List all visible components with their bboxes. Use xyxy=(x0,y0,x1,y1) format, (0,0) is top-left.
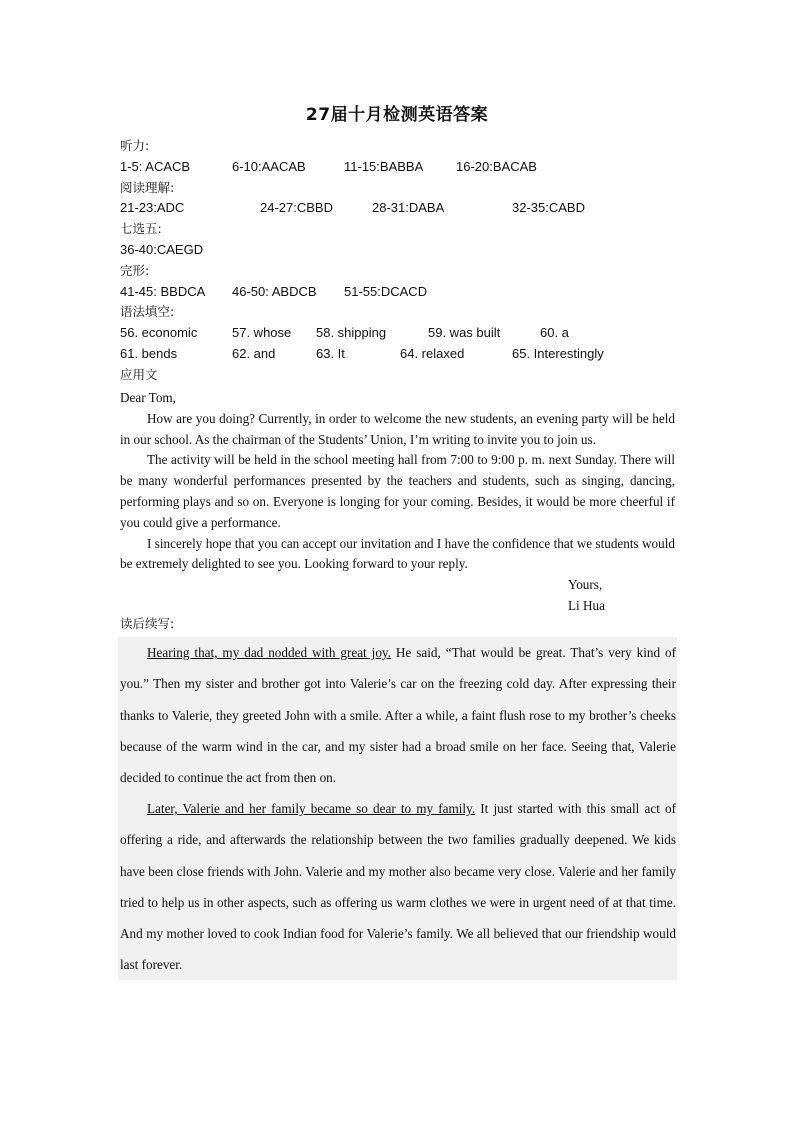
answer-group: 46-50: ABDCB xyxy=(232,283,317,299)
continuation-heading: 读后续写: xyxy=(120,616,175,631)
continuation-paragraph-1 xyxy=(118,637,677,793)
grammar-answer: 62. and xyxy=(232,345,276,361)
continuation-paragraph-2 xyxy=(118,793,677,980)
answer-group: 28-31:DABA xyxy=(372,200,445,216)
grammar-answer: 59. was built xyxy=(428,325,501,341)
reading-heading: 阅读理解: xyxy=(120,179,175,195)
seven-choice-answers xyxy=(120,240,700,261)
grammar-answer: 64. relaxed xyxy=(400,345,465,361)
listening-answers xyxy=(120,157,700,178)
answer-group: 16-20:BACAB xyxy=(456,158,537,174)
letter-paragraph: How are you doing? Currently, in order to welcome the new students, an evening party will be held in our school. As the chairman of the Students’ Union, I’m writing to invite you to join us. xyxy=(120,410,675,447)
grammar-answers-row-2 xyxy=(120,344,700,365)
grammar-answers-row-1 xyxy=(120,323,700,344)
answer-group: 1-5: ACACB xyxy=(120,158,191,174)
letter-closing: Yours, xyxy=(568,577,603,592)
answer-group: 21-23:ADC xyxy=(120,200,185,216)
grammar-heading: 语法填空: xyxy=(120,304,175,320)
grammar-answer: 58. shipping xyxy=(316,325,387,341)
cloze-answers xyxy=(120,282,700,303)
letter-signature: Li Hua xyxy=(568,598,605,613)
paragraph-body: He said, “That would be great. That’s very kind of you.” Then my sister and brother got into Valerie’s car on the freezing cold day. After expressing their thanks to Valerie, they greeted John with a smile. After a while, a faint flush rose to my brother’s cheeks because of the warm wind in the car, and my sister had a broad smile on her face. Seeing that, Valerie decided to continue the act from then on. xyxy=(120,645,676,786)
letter-salutation: Dear Tom, xyxy=(120,390,176,405)
paragraph-lead-sentence: Later, Valerie and her family became so dear to my family. xyxy=(147,801,476,816)
continuation-text xyxy=(120,637,676,793)
paragraph-lead-sentence: Hearing that, my dad nodded with great joy. xyxy=(147,645,391,660)
letter-paragraph: The activity will be held in the school meeting hall from 7:00 to 9:00 p. m. next Sunday. There will be many wonderful performances presented by the teachers and students, such as singing, dancing, performing plays and so on. Everyone is longing for your coming. Besides, it would be more cheerful if you could give a performance. xyxy=(120,452,675,530)
answer-group: 51-55:DCACD xyxy=(344,283,428,299)
listening-heading: 听力: xyxy=(120,138,150,153)
application-heading: 应用文 xyxy=(120,366,158,382)
letter-paragraph: I sincerely hope that you can accept our invitation and I have the confidence that we students would be extremely delighted to see you. Looking forward to your reply. xyxy=(120,535,675,572)
grammar-answer: 63. It xyxy=(316,345,345,361)
continuation-text xyxy=(120,793,676,981)
grammar-answer: 65. Interestingly xyxy=(512,345,604,361)
grammar-answer: 60. a xyxy=(540,325,569,341)
cloze-heading: 完形: xyxy=(120,262,150,278)
paragraph-body: It just started with this small act of offering a ride, and afterwards the relationship between the two families gradually deepened. We kids have been close friends with John. Valerie and my mother also became very close. Valerie and her family tried to help us in other aspects, such as offering us warm clothes we were in urgent need of at that time. And my mother loved to cook Indian food for Valerie’s family. We all believed that our friendship would last forever. xyxy=(120,801,676,973)
answer-group: 36-40:CAEGD xyxy=(120,241,204,257)
answer-group: 32-35:CABD xyxy=(512,200,585,216)
answer-group: 24-27:CBBD xyxy=(260,200,333,216)
page-title: 27届十月检测英语答案 xyxy=(305,105,489,125)
grammar-answer: 57. whose xyxy=(232,325,292,341)
reading-answers xyxy=(120,198,700,219)
application-letter xyxy=(120,388,675,575)
seven-choice-heading: 七选五: xyxy=(120,221,162,237)
answer-group: 6-10:AACAB xyxy=(232,158,306,174)
grammar-answer: 61. bends xyxy=(120,345,178,361)
grammar-answer: 56. economic xyxy=(120,325,198,341)
answer-group: 41-45: BBDCA xyxy=(120,283,206,299)
answer-group: 11-15:BABBA xyxy=(344,158,424,174)
answer-key xyxy=(120,136,700,386)
